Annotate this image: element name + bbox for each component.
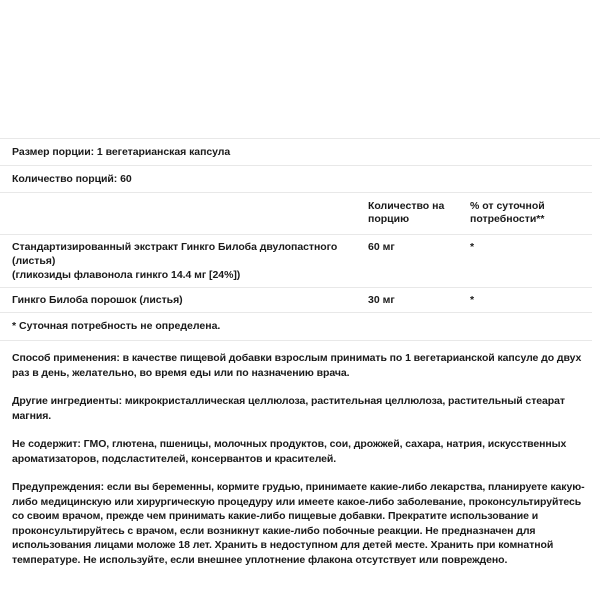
ingredient-amount: 30 мг (368, 294, 395, 306)
free-of-paragraph: Не содержит: ГМО, глютена, пшеницы, молочных продуктов, сои, дрожжей, сахара, натрия, искусственных ароматизаторов, подсластителей, консервантов и красителей. (12, 438, 567, 465)
ingredient-name-line-1: Стандартизированный экстракт Гинкго Билоба двулопастного (листья) (12, 241, 338, 267)
ingredient-daily-value: * (470, 241, 475, 253)
supplement-facts-panel (0, 138, 600, 577)
other-ingredients-paragraph: Другие ингредиенты: микрокристаллическая целлюлоза, растительная целлюлоза, растительный стеарат магния. (12, 395, 565, 422)
ingredient-name-line-2: (гликозиды флавонола гинкго 14.4 мг [24%]) (12, 269, 241, 281)
ingredient-name (12, 293, 368, 307)
table-row (0, 235, 600, 287)
column-header-amount-per-serving: Количество на порцию (368, 200, 445, 225)
servings-per-container-line: Количество порций: 60 (12, 173, 132, 185)
serving-size-line: Размер порции: 1 вегетарианская капсула (12, 146, 231, 158)
ingredient-amount: 60 мг (368, 241, 395, 253)
daily-value-footnote: * Суточная потребность не определена. (12, 320, 221, 332)
directions-paragraph: Способ применения: в качестве пищевой добавки взрослым принимать по 1 вегетарианской капсуле до двух раз в день, желательно, во время еды или по назначению врача. (12, 352, 582, 379)
info-paragraphs (0, 341, 600, 577)
column-header-percent-daily-value: % от суточной потребности** (470, 200, 545, 225)
table-header-row (0, 193, 600, 234)
ingredient-daily-value: * (470, 294, 475, 306)
warnings-paragraph: Предупреждения: если вы беременны, кормите грудью, принимаете какие-либо лекарства, планируете какую-либо медицинскую или хирургическую процедуру или имеете какое-либо заболевание, проконсультируйтесь со своим врачом, прежде чем принимать какие-либо пищевые добавки. Прекратите использование и проконсультируйтесь с врачом, если возникнут какие-либо побочные реакции. Не предназначен для использования лицами моложе 18 лет. Хранить в недоступном для детей месте. Хранить при комнатной температуре. Не используйте, если внешнее уплотнение флакона отсутствует или повреждено. (12, 481, 585, 566)
ingredient-name (12, 240, 368, 282)
ingredient-name-line-1: Гинкго Билоба порошок (листья) (12, 294, 183, 306)
table-row (0, 288, 600, 312)
